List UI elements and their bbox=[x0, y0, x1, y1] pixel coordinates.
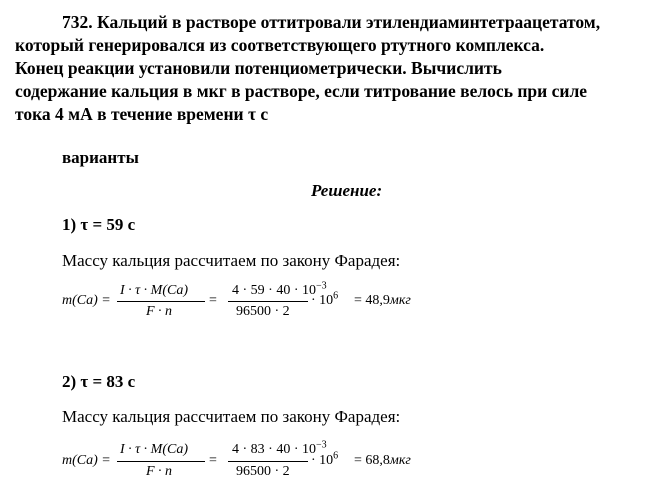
variants-label: варианты bbox=[62, 148, 139, 167]
problem-line-3: Конец реакции установили потенциометрически. Вычислить bbox=[15, 58, 502, 78]
problem-line-1: 732. Кальций в растворе оттитровали этилендиаминтетраацетатом, bbox=[62, 12, 601, 32]
result-unit: мкг bbox=[389, 453, 411, 468]
formula-lhs: m(Ca) = bbox=[62, 293, 111, 308]
result-value: = 68,8 bbox=[354, 453, 390, 468]
fraction-bar-2 bbox=[228, 461, 308, 462]
fraction-bar-2 bbox=[228, 301, 308, 302]
case-2-heading: 2) τ = 83 с bbox=[62, 372, 136, 391]
multiplier-text: · 10 bbox=[311, 293, 334, 308]
numerator-2-exponent: −3 bbox=[316, 280, 327, 292]
multiplier-text: · 10 bbox=[311, 453, 334, 468]
problem-line-2: который генерировался из соответствующего ртутного комплекса. bbox=[15, 35, 545, 55]
multiplier-exponent: 6 bbox=[333, 450, 339, 462]
fraction-bar-1 bbox=[117, 301, 205, 302]
formula-denominator-1: F · n bbox=[146, 464, 173, 479]
formula-multiplier bbox=[311, 450, 339, 469]
formula-result bbox=[354, 293, 411, 309]
problem-line-4: содержание кальция в мкг в растворе, если титрование велось при силе bbox=[15, 81, 588, 101]
result-unit: мкг bbox=[389, 293, 411, 308]
case-1-intro: Массу кальция рассчитаем по закону Фарадея: bbox=[62, 251, 401, 270]
numerator-2-text: 4 · 83 · 40 · 10 bbox=[232, 442, 316, 457]
result-value: = 48,9 bbox=[354, 293, 390, 308]
formula-numerator-1: I · τ · M(Ca) bbox=[120, 283, 188, 298]
problem-line-5: тока 4 мА в течение времени τ с bbox=[15, 104, 269, 124]
formula-equals-2: = bbox=[209, 453, 217, 468]
numerator-2-exponent: −3 bbox=[316, 439, 327, 451]
formula-denominator-1: F · n bbox=[146, 304, 173, 319]
case-2-intro: Массу кальция рассчитаем по закону Фарадея: bbox=[62, 407, 401, 426]
numerator-2-text: 4 · 59 · 40 · 10 bbox=[232, 283, 316, 298]
fraction-bar-1 bbox=[117, 461, 205, 462]
multiplier-exponent: 6 bbox=[333, 290, 339, 302]
solution-label: Решение: bbox=[311, 181, 383, 200]
formula-denominator-2: 96500 · 2 bbox=[236, 304, 290, 319]
formula-denominator-2: 96500 · 2 bbox=[236, 464, 290, 479]
formula-lhs: m(Ca) = bbox=[62, 453, 111, 468]
formula-numerator-1: I · τ · M(Ca) bbox=[120, 442, 188, 457]
case-1-heading: 1) τ = 59 с bbox=[62, 215, 136, 234]
formula-equals-2: = bbox=[209, 293, 217, 308]
formula-multiplier bbox=[311, 290, 339, 309]
formula-result bbox=[354, 453, 411, 469]
